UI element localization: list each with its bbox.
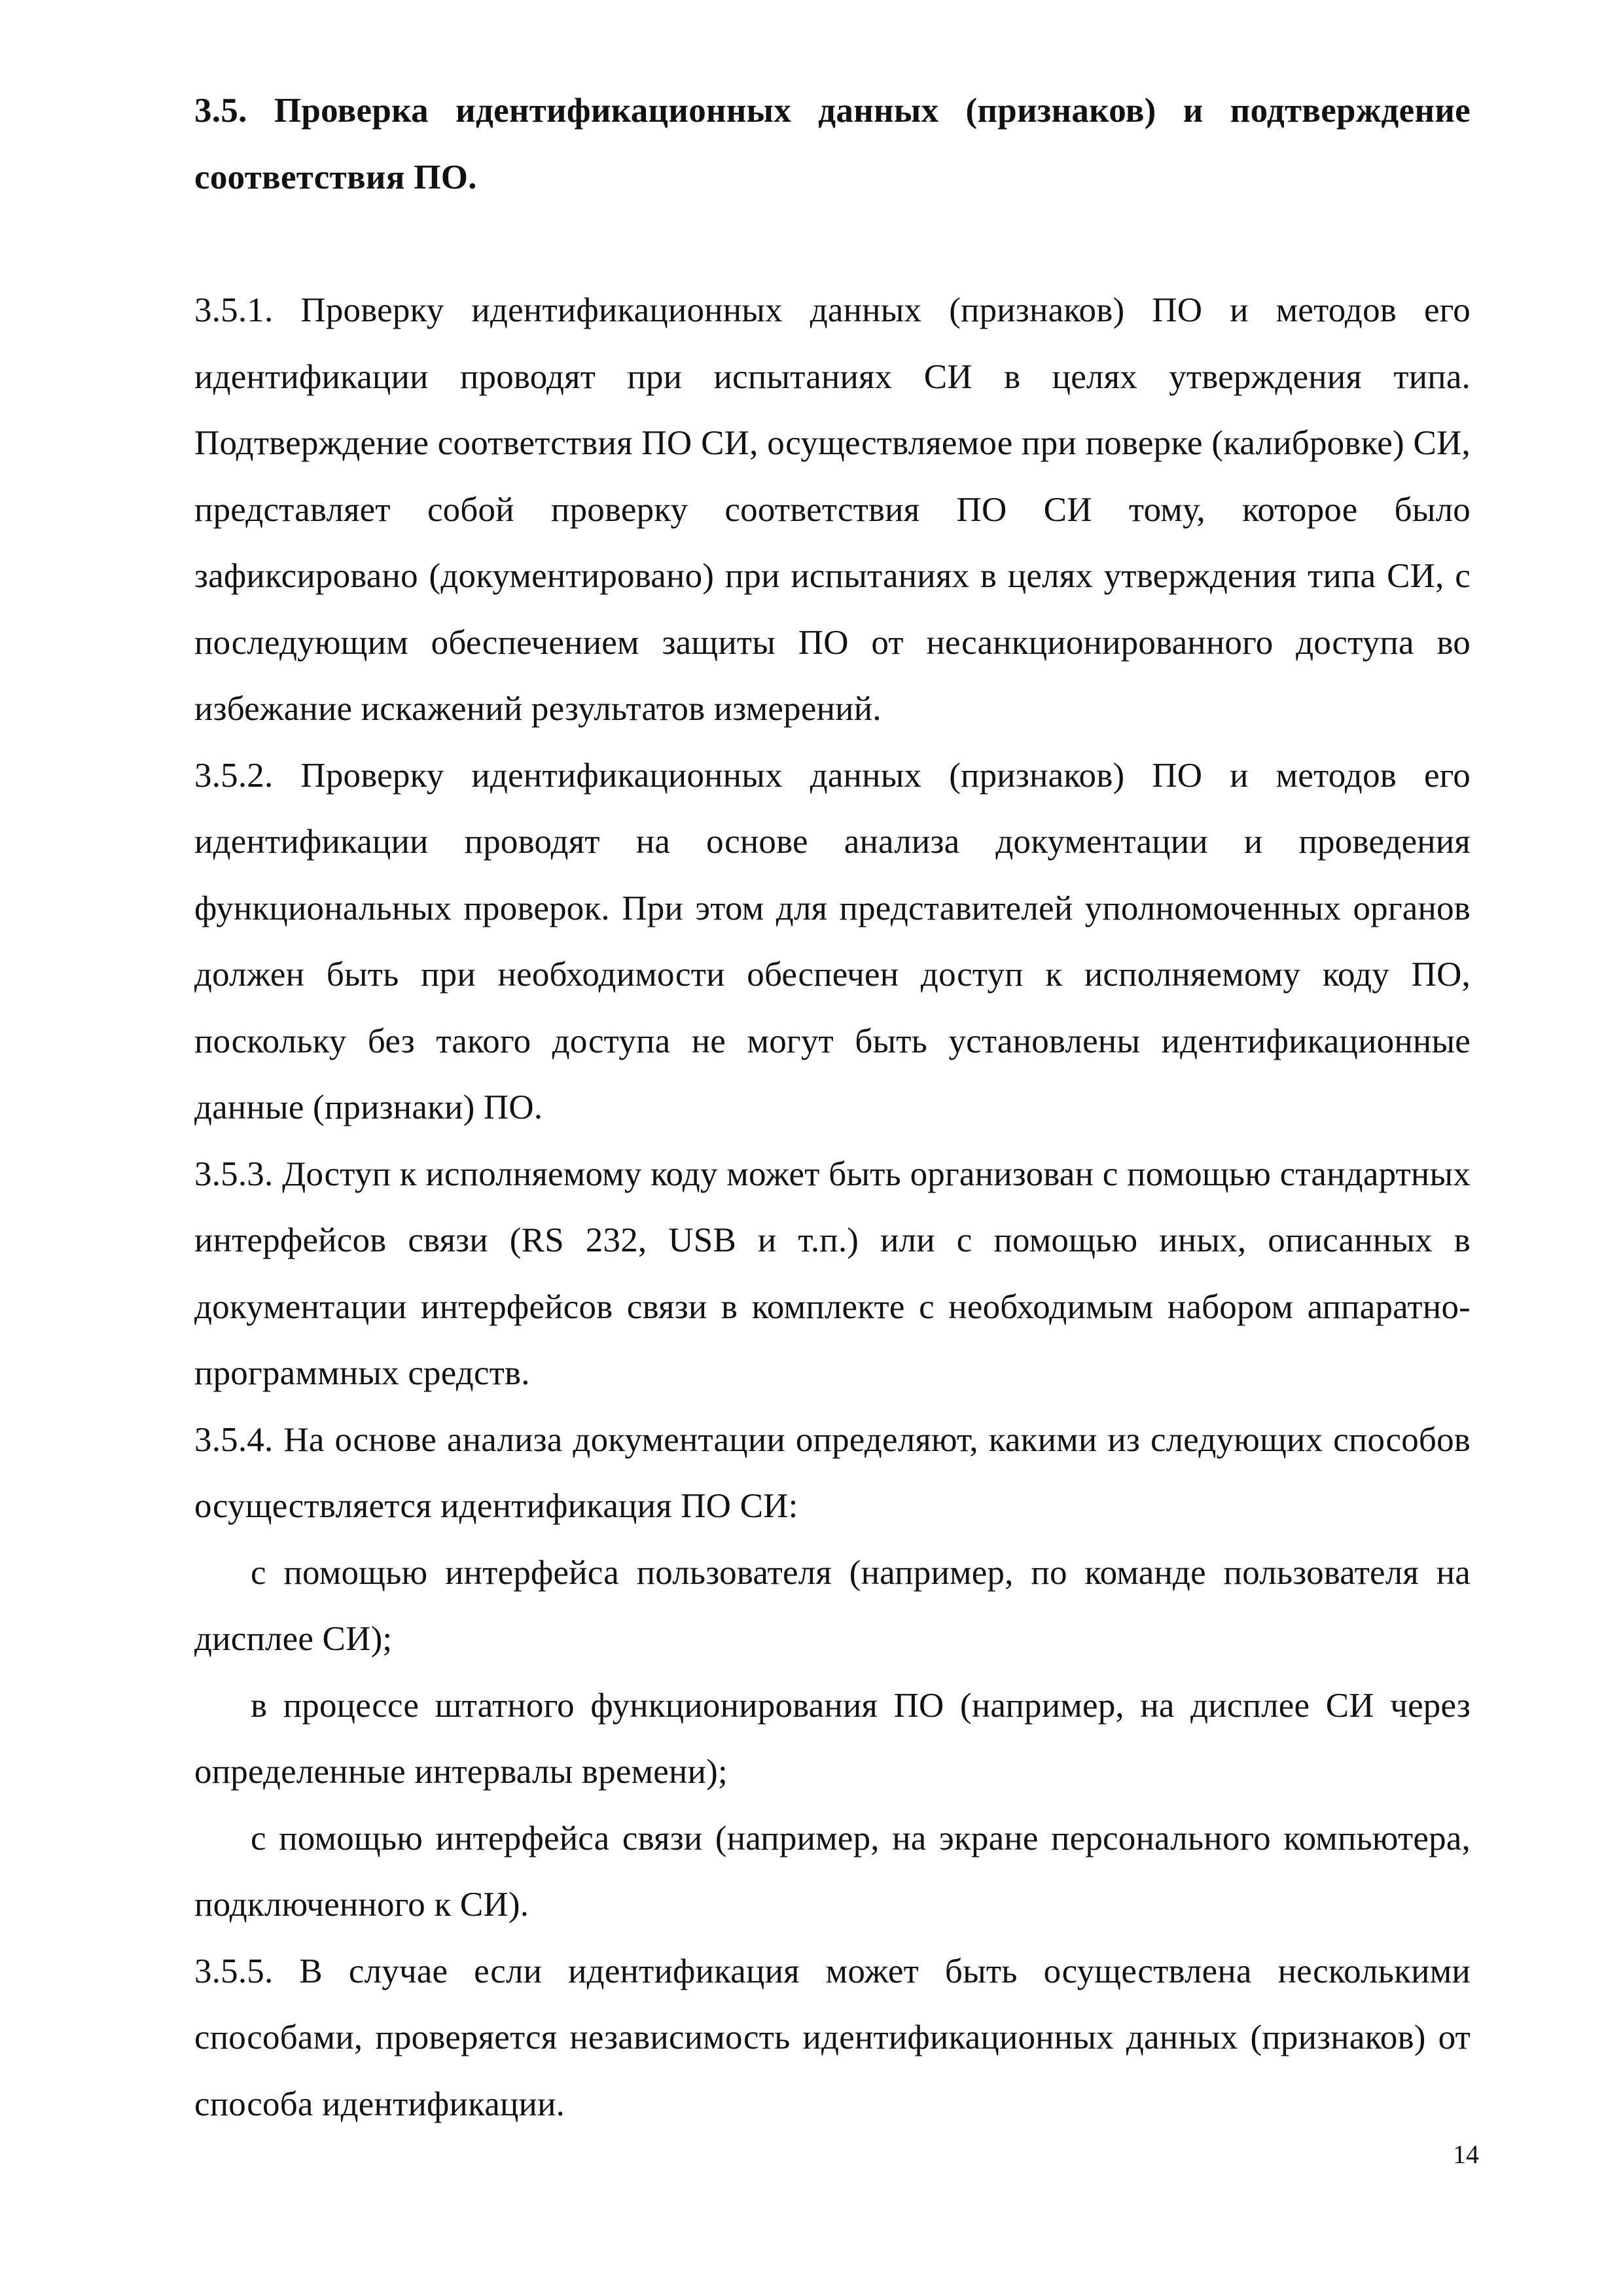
- list-item-communication-interface: с помощью интерфейса связи (например, на экране персонального компьютера, подключенного к СИ).: [194, 1819, 1471, 1924]
- list-item-regular-operation: в процессе штатного функционирования ПО (например, на дисплее СИ через определенные интервалы времени);: [194, 1686, 1471, 1791]
- paragraph-3-5-4: 3.5.4. На основе анализа документации определяют, какими из следующих способов осуществляется идентификация ПО СИ:: [194, 1420, 1471, 1525]
- paragraph-3-5-1: 3.5.1. Проверку идентификационных данных (признаков) ПО и методов его идентификации проводят при испытаниях СИ в целях утверждения типа. Подтверждение соответствия ПО СИ, осуществляемое при поверке (калибровке) СИ, представляет собой проверку соответствия ПО СИ тому, которое было зафиксировано (документировано) при испытаниях в целях утверждения типа СИ, с последующим обеспечением защиты ПО от несанкционированного доступа во избежание искажений результатов измерений.: [194, 291, 1471, 728]
- heading-spacer: [194, 211, 1471, 278]
- paragraph-3-5-5: 3.5.5. В случае если идентификация может быть осуществлена несколькими способами, проверяется независимость идентификационных данных (признаков) от способа идентификации.: [194, 1952, 1471, 2123]
- paragraph-3-5-3: 3.5.3. Доступ к исполняемому коду может быть организован с помощью стандартных интерфейсов связи (RS 232, USB и т.п.) или с помощью иных, описанных в документации интерфейсов связи в комплекте с необходимым набором аппаратно-программных средств.: [194, 1155, 1471, 1392]
- paragraph-3-5-2: 3.5.2. Проверку идентификационных данных (признаков) ПО и методов его идентификации проводят на основе анализа документации и проведения функциональных проверок. При этом для представителей уполномоченных органов должен быть при необходимости обеспечен доступ к исполняемому коду ПО, поскольку без такого доступа не могут быть установлены идентификационные данные (признаки) ПО.: [194, 756, 1471, 1126]
- section-heading: 3.5. Проверка идентификационных данных (признаков) и подтверждение соответствия ПО.: [194, 92, 1471, 196]
- list-item-user-interface: с помощью интерфейса пользователя (например, по команде пользователя на дисплее СИ);: [194, 1553, 1471, 1658]
- page-content: [194, 77, 1471, 2138]
- page-number: 14: [1453, 2140, 1479, 2169]
